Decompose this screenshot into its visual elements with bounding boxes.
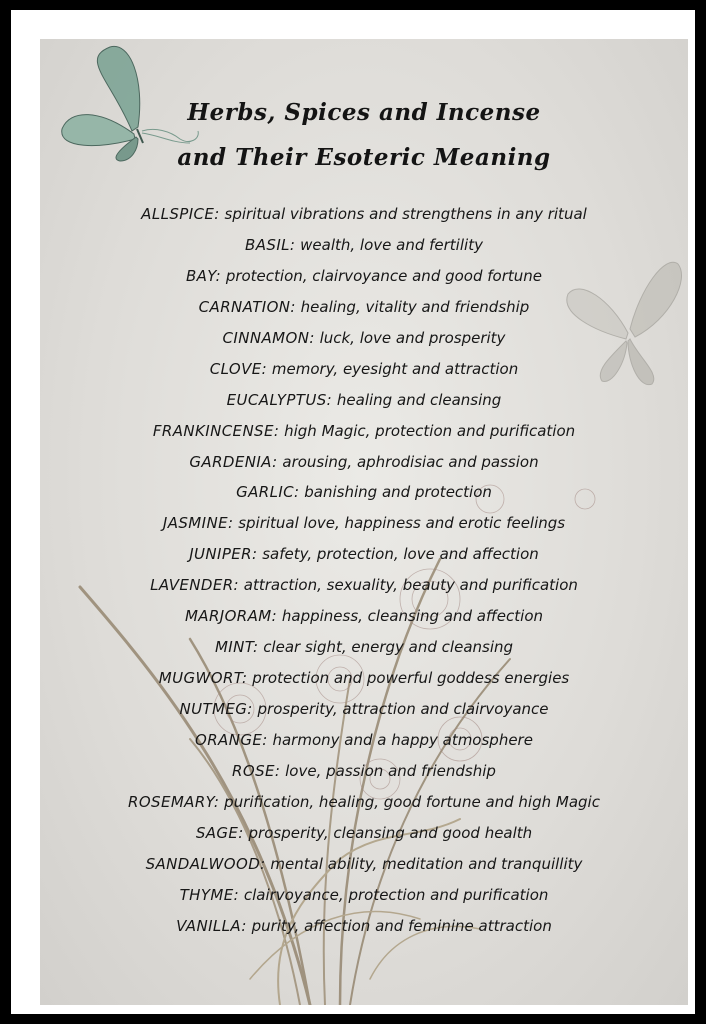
page-subtitle: and Their Esoteric Meaning — [177, 144, 551, 171]
list-item — [40, 323, 688, 354]
herb-name: VANILLA: — [176, 916, 247, 935]
list-item — [40, 230, 688, 261]
herb-meaning: love, passion and friendship — [285, 761, 496, 780]
herb-meaning: healing and cleansing — [336, 390, 502, 409]
herb-meaning: mental ability, meditation and tranquillity — [270, 854, 583, 873]
herb-name: ALLSPICE: — [141, 205, 220, 223]
list-item — [40, 787, 688, 818]
herb-meaning: arousing, aphrodisiac and passion — [282, 452, 539, 471]
herb-name: SANDALWOOD: — [145, 854, 266, 873]
herb-name: MINT: — [214, 638, 259, 657]
herb-name: GARLIC: — [236, 483, 300, 502]
list-item — [40, 756, 688, 787]
herb-meaning: attraction, sexuality, beauty and purification — [243, 576, 578, 595]
herb-meaning: clairvoyance, protection and purification — [243, 885, 549, 904]
herb-name: CLOVE: — [209, 359, 268, 378]
herb-meaning: healing, vitality and friendship — [300, 297, 530, 316]
herb-meaning: purification, healing, good fortune and high Magic — [224, 792, 600, 811]
herb-name: LAVENDER: — [150, 576, 240, 595]
herb-meaning: spiritual love, happiness and erotic feelings — [238, 514, 566, 533]
herb-name: CINNAMON: — [222, 328, 315, 347]
herb-meaning: spiritual vibrations and strengthens in any ritual — [224, 205, 587, 223]
list-item — [40, 292, 688, 323]
list-item — [40, 663, 688, 694]
herb-name: THYME: — [179, 885, 240, 904]
page-title: Herbs, Spices and Incense — [187, 99, 541, 126]
list-item — [40, 199, 688, 230]
herb-meaning: banishing and protection — [304, 483, 492, 502]
herb-name: NUTMEG: — [179, 700, 253, 718]
herb-meaning: safety, protection, love and affection — [262, 545, 539, 564]
herb-name: MARJORAM: — [184, 607, 278, 626]
list-item — [40, 570, 688, 601]
herb-name: EUCALYPTUS: — [226, 390, 333, 409]
herb-name: SAGE: — [195, 823, 244, 842]
herb-name: JASMINE: — [162, 514, 234, 533]
herb-name: BASIL: — [245, 235, 296, 254]
list-item — [40, 725, 688, 756]
herb-meaning: purity, affection and feminine attraction — [251, 916, 552, 935]
list-item — [40, 632, 688, 663]
list-item — [40, 477, 688, 508]
herb-meaning: wealth, love and fertility — [300, 235, 483, 254]
herb-meaning: clear sight, energy and cleansing — [263, 638, 514, 657]
list-item — [40, 508, 688, 539]
herb-name: MUGWORT: — [158, 669, 248, 688]
herb-name: GARDENIA: — [189, 452, 278, 471]
herb-meaning: luck, love and prosperity — [319, 328, 506, 347]
herb-meaning: happiness, cleansing and affection — [281, 607, 544, 626]
list-item — [40, 416, 688, 447]
list-item — [40, 694, 688, 725]
herb-name: JUNIPER: — [189, 545, 258, 564]
list-item — [40, 354, 688, 385]
herb-list — [40, 199, 688, 942]
herb-name: BAY: — [185, 266, 222, 285]
herb-meaning: prosperity, attraction and clairvoyance — [257, 700, 549, 718]
herb-meaning: high Magic, protection and purification — [284, 421, 576, 440]
herb-name: ROSEMARY: — [128, 792, 220, 811]
list-item — [40, 261, 688, 292]
herb-meaning: protection, clairvoyance and good fortune — [225, 266, 543, 285]
poster — [40, 39, 688, 1005]
herb-name: FRANKINCENSE: — [152, 421, 280, 440]
herb-meaning: prosperity, cleansing and good health — [248, 823, 533, 842]
list-item — [40, 539, 688, 570]
list-item — [40, 880, 688, 911]
herb-name: ROSE: — [232, 761, 281, 780]
list-item — [40, 447, 688, 478]
herb-name: CARNATION: — [198, 297, 296, 316]
herb-meaning: memory, eyesight and attraction — [271, 359, 519, 378]
list-item — [40, 911, 688, 942]
herb-meaning: harmony and a happy atmosphere — [272, 730, 533, 749]
photo-mat — [11, 10, 695, 1014]
herb-meaning: protection and powerful goddess energies — [252, 669, 570, 688]
list-item — [40, 849, 688, 880]
list-item — [40, 385, 688, 416]
herb-name: ORANGE: — [195, 730, 268, 749]
list-item — [40, 818, 688, 849]
list-item — [40, 601, 688, 632]
